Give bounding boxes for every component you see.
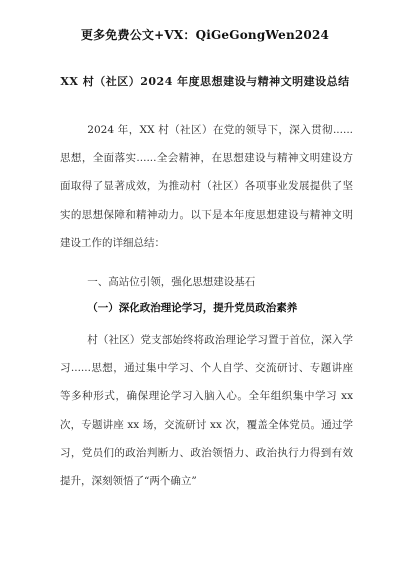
intro-paragraph: 2024 年，XX 村（社区）在党的领导下，深入贯彻......思想，全面落实......全会精神，在思想建设与精神文明建设方面取得了显著成效，为推动村（社区）各项事业发展提供了坚实的思想保障和精神动力。以下是本年度思想建设与精神文明建设工作的详细总结： [60,124,353,249]
document-title: XX 村（社区）2024 年度思想建设与精神文明建设总结 [60,75,350,88]
subsection-heading: （一）深化政治理论学习，提升党员政治素养 [87,302,298,314]
section-heading: 一、高站位引领，强化思想建设基石 [87,276,256,288]
body-paragraph: 村（社区）党支部始终将政治理论学习置于首位，深入学习......思想，通过集中学习、个人自学、交流研讨、专题讲座等多种形式，确保理论学习入脑入心。全年组织集中学习 xx 次，专题讲座 xx 场，交流研讨 xx 次，覆盖全体党员。通过学习，党员们的政治判断力、政治领悟力、政治执行力得到有效提升，深刻领悟了“两个确立” [60,334,353,488]
promo-header: 更多免费公文+VX：QiGeGongWen2024 [80,28,330,42]
